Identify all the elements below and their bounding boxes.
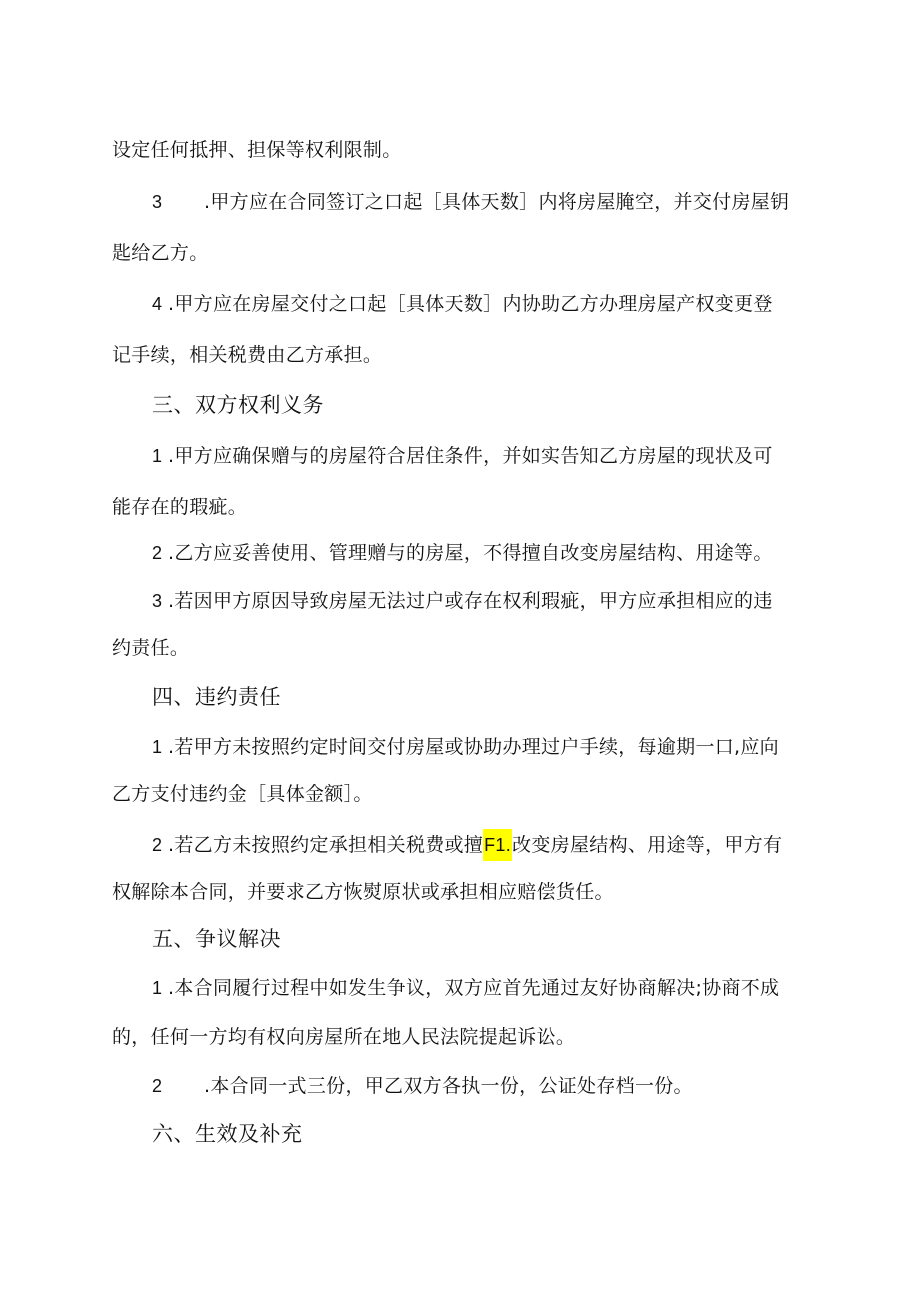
paragraph-text: .甲方应在房屋交付之口起［具体天数］内协助乙方办理房屋产权变更登 <box>168 293 773 315</box>
paragraph-3-1-line1 <box>152 443 773 469</box>
paragraph-2-3-line1 <box>152 189 789 215</box>
paragraph-text: 权解除本合同，并要求乙方恢熨原状或承担相应赔偿货任。 <box>112 881 614 903</box>
paragraph-text: 匙给乙方。 <box>112 242 209 264</box>
clause-number: 1 <box>152 737 163 757</box>
paragraph-3-1-line2 <box>112 494 247 520</box>
section-heading-breach <box>152 684 281 710</box>
clause-number: 3 <box>152 591 163 611</box>
clause-number: 2 <box>152 543 163 563</box>
paragraph-text: 记手续，相关税费由乙方承担。 <box>112 344 383 366</box>
clause-number: 3 <box>152 192 163 212</box>
heading-text: 六、生效及补充 <box>152 1122 303 1146</box>
clause-number: 1 <box>152 978 163 998</box>
paragraph-5-1-line1 <box>152 975 779 1001</box>
paragraph-5-1-line2 <box>112 1024 575 1050</box>
paragraph-3-2-line1 <box>152 540 773 566</box>
paragraph-text: 改变房屋结构、用途等，甲方有 <box>512 834 783 856</box>
paragraph-2-4-line1 <box>152 291 773 317</box>
paragraph-text: 乙方支付违约金［具体金额］。 <box>112 783 373 805</box>
heading-text: 三、双方权利义务 <box>152 393 324 417</box>
paragraph-text: .甲方应在合同签订之口起［具体天数］内将房屋腌空，并交付房屋钥 <box>204 191 790 213</box>
paragraph-3-3-line1 <box>152 588 773 614</box>
heading-text: 五、争议解决 <box>152 927 281 951</box>
paragraph-text: 约责任。 <box>112 637 190 659</box>
paragraph-text: .本合同履行过程中如发生争议，双方应首先通过友好协商解决;协商不成 <box>168 977 780 999</box>
clause-number: 2 <box>152 1076 163 1096</box>
paragraph-4-1-line1 <box>152 734 779 760</box>
section-heading-dispute <box>152 926 281 952</box>
paragraph-3-3-line2 <box>112 635 189 661</box>
clause-number: 2 <box>152 835 163 855</box>
section-heading-effectiveness <box>152 1121 303 1147</box>
paragraph-2-4-line2 <box>112 342 382 368</box>
section-heading-rights <box>152 392 324 418</box>
paragraph-text: .本合同一式三份，甲乙双方各执一份，公证处存档一份。 <box>204 1075 693 1097</box>
paragraph-text: .若因甲方原因导致房屋无法过户或存在权利瑕疵，甲方应承担相应的违 <box>168 590 773 612</box>
paragraph-text: .甲方应确保赠与的房屋符合居住条件，并如实告知乙方房屋的现状及可 <box>168 445 773 467</box>
clause-number: 1 <box>152 446 163 466</box>
paragraph-4-2-line2 <box>112 879 614 905</box>
paragraph-text: 设定任何抵押、担保等权利限制。 <box>112 139 402 161</box>
paragraph-2-3-line2 <box>112 240 209 266</box>
paragraph-text: .若甲方未按照约定时间交付房屋或协助办理过户手续，每逾期一口,应向 <box>168 736 779 758</box>
clause-number: 4 <box>152 294 163 314</box>
paragraph-4-2-line1 <box>152 832 782 858</box>
paragraph-text: 能存在的瑕疵。 <box>112 496 248 518</box>
heading-text: 四、违约责任 <box>152 685 281 709</box>
paragraph-text: .乙方应妥善使用、管理赠与的房屋，不得擅自改变房屋结构、用途等。 <box>168 542 773 564</box>
paragraph-text: .若乙方未按照约定承担相关税费或擅 <box>168 834 484 856</box>
paragraph-text: 的，任何一方均有权向房屋所在地人民法院提起诉讼。 <box>112 1026 576 1048</box>
paragraph-5-2-line1 <box>152 1073 693 1099</box>
paragraph-prev-tail <box>112 137 402 163</box>
paragraph-4-1-line2 <box>112 781 373 807</box>
highlighted-text: F1. <box>483 829 512 861</box>
